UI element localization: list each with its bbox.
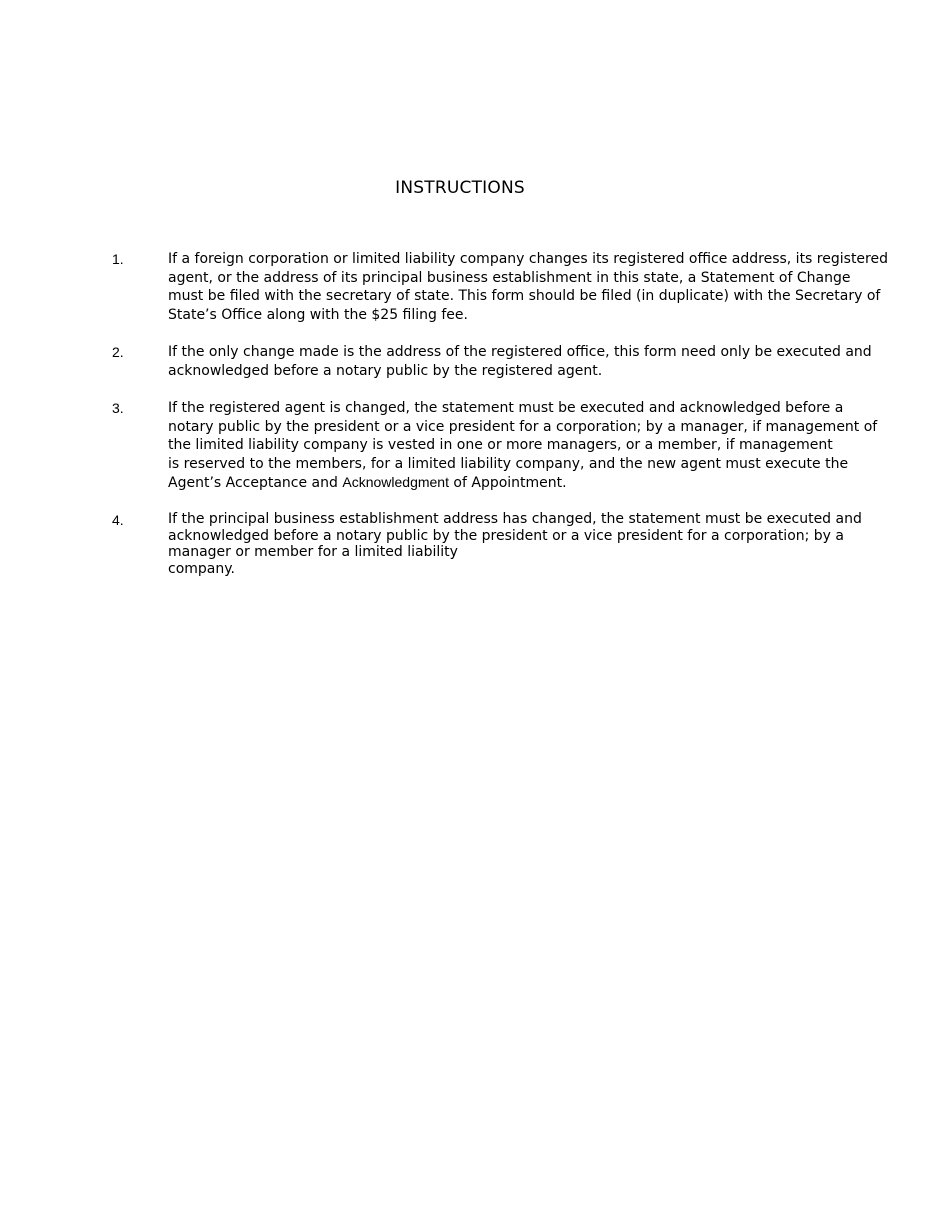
item-line: must be filed with the secretary of state. This form should be filed (in duplicate) with the Secretary of	[168, 288, 881, 304]
item-line: manager or member for a limited liability	[168, 544, 458, 560]
item-line: company.	[168, 560, 235, 577]
item-number: 3.	[112, 400, 124, 416]
item-number: 2.	[112, 344, 124, 360]
item-line	[168, 473, 868, 493]
item-text	[168, 399, 878, 493]
line-text: Agent’s Acceptance and	[168, 475, 343, 491]
item-line: is reserved to the members, for a limited liability company, and the new agent must execute the	[168, 455, 849, 472]
item-number: 1.	[112, 251, 124, 267]
page-title: INSTRUCTIONS	[395, 178, 525, 198]
item-number: 4.	[112, 512, 124, 528]
item-line: the limited liability company is vested in one or more managers, or a member, if management	[168, 437, 833, 453]
item-line: agent, or the address of its principal business establishment in this state, a Statement of Change	[168, 269, 851, 286]
item-text	[168, 511, 868, 577]
item-text	[168, 250, 888, 324]
item-line: If the registered agent is changed, the statement must be executed and acknowledged before a	[168, 400, 844, 416]
item-line: State’s Office along with the $25 filing fee.	[168, 306, 468, 323]
item-line: notary public by the president or a vice president for a corporation; by a manager, if management of	[168, 418, 878, 435]
item-line: acknowledged before a notary public by the registered agent.	[168, 362, 603, 379]
item-line: acknowledged before a notary public by the president or a vice president for a corporation; by a	[168, 527, 844, 544]
line-text: of Appointment.	[448, 475, 567, 491]
item-line: If the principal business establishment address has changed, the statement must be executed and	[168, 511, 862, 527]
item-line: If the only change made is the address of the registered office, this form need only be executed and	[168, 344, 872, 360]
item-text	[168, 343, 872, 380]
line-text-emphasis: Acknowledgment	[342, 474, 449, 490]
item-line: If a foreign corporation or limited liability company changes its registered office address, its registered	[168, 251, 888, 267]
